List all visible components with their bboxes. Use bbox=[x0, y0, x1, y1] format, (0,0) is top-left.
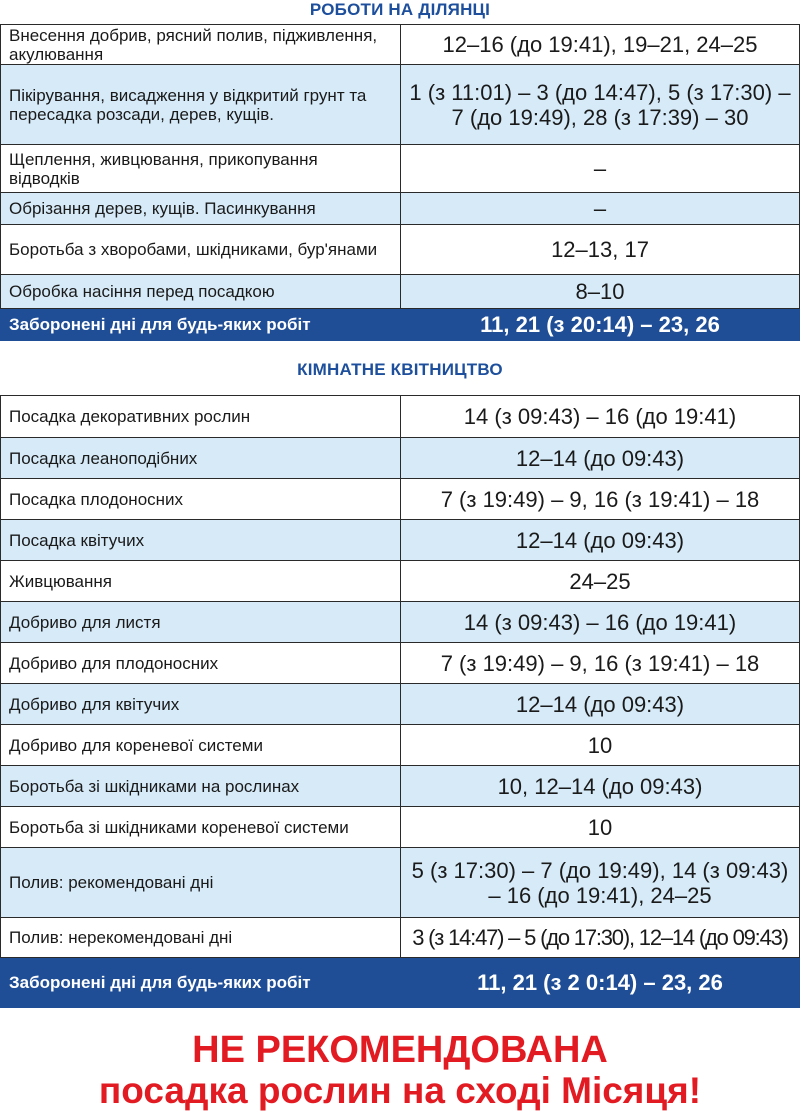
row-value: 8–10 bbox=[401, 275, 800, 309]
row-label: Полив: рекомендовані дні bbox=[1, 848, 401, 918]
moonrise-warning bbox=[0, 1030, 800, 1112]
row-label: Живцювання bbox=[1, 561, 401, 602]
table-row bbox=[1, 725, 800, 766]
table-row bbox=[1, 225, 800, 275]
row-value: 3 (з 14:47) – 5 (до 17:30), 12–14 (до 09:43) bbox=[401, 918, 800, 958]
row-value: 10, 12–14 (до 09:43) bbox=[401, 766, 800, 807]
row-value: 24–25 bbox=[401, 561, 800, 602]
section-indoor-title: КІМНАТНЕ КВІТНИЦТВО bbox=[297, 360, 503, 379]
row-value: 12–14 (до 09:43) bbox=[401, 520, 800, 561]
table-row bbox=[1, 561, 800, 602]
row-value: 7 (з 19:49) – 9, 16 (з 19:41) – 18 bbox=[401, 643, 800, 684]
row-value: 12–14 (до 09:43) bbox=[401, 438, 800, 479]
row-value: 5 (з 17:30) – 7 (до 19:49), 14 (з 09:43) – 16 (до 19:41), 24–25 bbox=[401, 848, 800, 918]
indoor-floriculture-table bbox=[0, 395, 800, 1008]
table-row bbox=[1, 65, 800, 145]
row-label: Добриво для листя bbox=[1, 602, 401, 643]
table-row bbox=[1, 766, 800, 807]
table-row bbox=[1, 193, 800, 225]
table-row bbox=[1, 520, 800, 561]
row-label: Боротьба зі шкідниками кореневої системи bbox=[1, 807, 401, 848]
table-row bbox=[1, 918, 800, 958]
row-value: 10 bbox=[401, 725, 800, 766]
row-value: 14 (з 09:43) – 16 (до 19:41) bbox=[401, 396, 800, 438]
row-label: Посадка квітучих bbox=[1, 520, 401, 561]
row-value: – bbox=[401, 193, 800, 225]
warning-line-2: посадка рослин на сході Місяця! bbox=[98, 1070, 702, 1111]
row-value: 12–13, 17 bbox=[401, 225, 800, 275]
row-label: Добриво для квітучих bbox=[1, 684, 401, 725]
garden-works-table bbox=[0, 24, 800, 341]
table-row bbox=[1, 684, 800, 725]
table-row bbox=[1, 643, 800, 684]
row-label: Пікірування, висадження у відкритий грунт та пересадка розсади, дерев, кущів. bbox=[1, 65, 401, 145]
table-row bbox=[1, 807, 800, 848]
table-row bbox=[1, 275, 800, 309]
forbidden-value: 11, 21 (з 20:14) – 23, 26 bbox=[401, 309, 800, 341]
section-garden-title: РОБОТИ НА ДІЛЯНЦІ bbox=[309, 0, 491, 19]
row-label: Боротьба зі шкідниками на рослинах bbox=[1, 766, 401, 807]
row-value: – bbox=[401, 145, 800, 193]
row-label: Посадка плодоносних bbox=[1, 479, 401, 520]
table-row bbox=[1, 602, 800, 643]
row-value: 12–16 (до 19:41), 19–21, 24–25 bbox=[401, 25, 800, 65]
forbidden-value: 11, 21 (з 2 0:14) – 23, 26 bbox=[401, 958, 800, 1008]
warning-line-1: НЕ РЕКОМЕНДОВАНА bbox=[192, 1029, 608, 1071]
row-value: 12–14 (до 09:43) bbox=[401, 684, 800, 725]
row-label: Щеплення, живцювання, прикопування відводків bbox=[1, 145, 401, 193]
row-value: 1 (з 11:01) – 3 (до 14:47), 5 (з 17:30) – 7 (до 19:49), 28 (з 17:39) – 30 bbox=[401, 65, 800, 145]
table-row bbox=[1, 479, 800, 520]
row-label: Внесення добрив, рясний полив, підживлення, акулювання bbox=[1, 25, 401, 65]
table-row bbox=[1, 848, 800, 918]
row-label: Посадка леаноподібних bbox=[1, 438, 401, 479]
table-row bbox=[1, 396, 800, 438]
row-label: Добриво для плодоносних bbox=[1, 643, 401, 684]
forbidden-label: Заборонені дні для будь-яких робіт bbox=[1, 309, 401, 341]
row-label: Обрізання дерев, кущів. Пасинкування bbox=[1, 193, 401, 225]
row-value: 7 (з 19:49) – 9, 16 (з 19:41) – 18 bbox=[401, 479, 800, 520]
row-value: 14 (з 09:43) – 16 (до 19:41) bbox=[401, 602, 800, 643]
table-row bbox=[1, 145, 800, 193]
row-label: Обробка насіння перед посадкою bbox=[1, 275, 401, 309]
row-label: Добриво для кореневої системи bbox=[1, 725, 401, 766]
forbidden-days-row bbox=[1, 958, 800, 1008]
table-row bbox=[1, 25, 800, 65]
table-row bbox=[1, 438, 800, 479]
row-label: Посадка декоративних рослин bbox=[1, 396, 401, 438]
forbidden-label: Заборонені дні для будь-яких робіт bbox=[1, 958, 401, 1008]
row-label: Боротьба з хворобами, шкідниками, бур'янами bbox=[1, 225, 401, 275]
forbidden-days-row bbox=[1, 309, 800, 341]
row-label: Полив: нерекомендовані дні bbox=[1, 918, 401, 958]
row-value: 10 bbox=[401, 807, 800, 848]
